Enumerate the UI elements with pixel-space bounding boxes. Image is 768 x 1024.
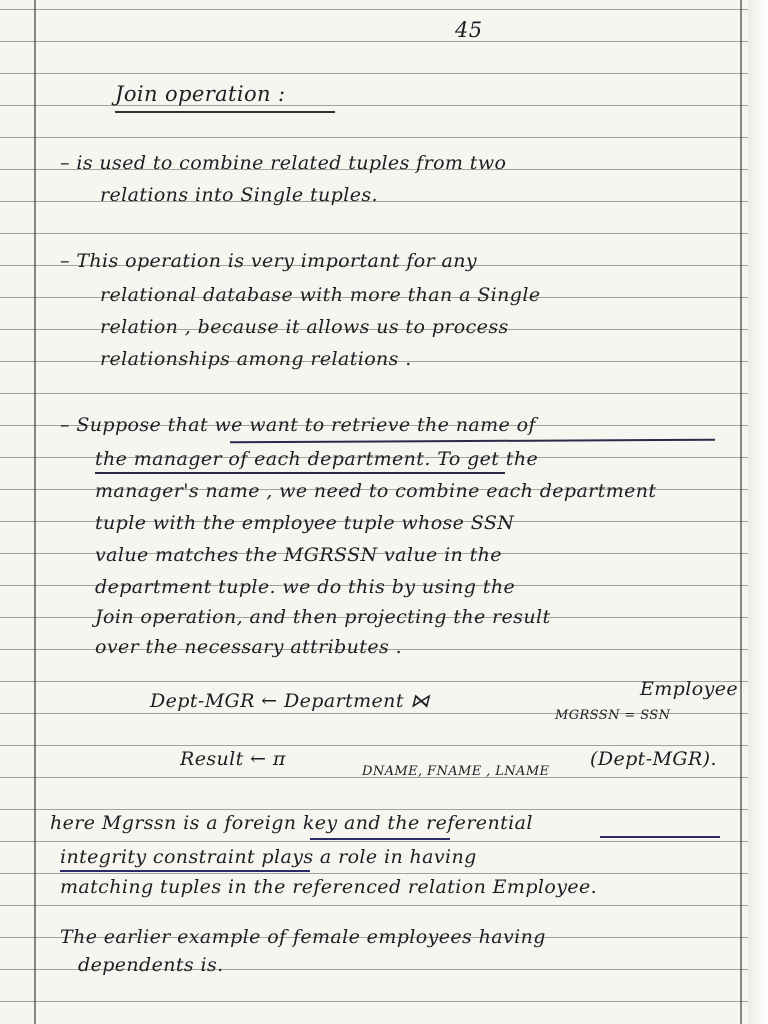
text-line: department tuple. we do this by using the <box>95 576 516 598</box>
page-edge <box>748 0 768 1024</box>
text-line: relation , because it allows us to process <box>100 316 509 338</box>
underline <box>310 838 450 840</box>
underline <box>60 870 310 872</box>
text-line: – is used to combine related tuples from two <box>60 152 507 174</box>
text-line: value matches the MGRSSN value in the <box>95 544 502 566</box>
ending-line: dependents is. <box>78 954 224 976</box>
page-title: Join operation : <box>115 82 286 106</box>
projection-formula-right: (Dept-MGR). <box>590 748 717 770</box>
text-line: – This operation is very important for any <box>60 250 478 272</box>
ending-line: The earlier example of female employees having <box>60 926 546 948</box>
join-formula-right: Employee <box>640 678 738 700</box>
underline <box>230 439 715 443</box>
text-line: the manager of each department. To get the <box>95 448 539 470</box>
projection-attributes-subscript: DNAME, FNAME , LNAME <box>362 764 550 779</box>
text-line: tuple with the employee tuple whose SSN <box>95 512 515 534</box>
page-number: 45 <box>455 18 483 42</box>
text-line: over the necessary attributes . <box>95 636 403 658</box>
note-line: matching tuples in the referenced relation Employee. <box>60 876 598 898</box>
text-line: relational database with more than a Single <box>100 284 541 306</box>
join-formula: Dept-MGR ← Department ⋈ <box>150 690 430 712</box>
text-line: manager's name , we need to combine each department <box>95 480 657 502</box>
text-line: – Suppose that we want to retrieve the name of <box>60 414 536 436</box>
note-line: integrity constraint plays a role in having <box>60 846 477 868</box>
text-line: relations into Single tuples. <box>100 184 378 206</box>
projection-formula: Result ← π <box>180 748 286 770</box>
left-margin-line <box>34 0 36 1024</box>
join-condition-subscript: MGRSSN = SSN <box>555 708 671 723</box>
underline <box>600 836 720 838</box>
text-line: Join operation, and then projecting the result <box>95 606 551 628</box>
note-line: here Mgrssn is a foreign key and the referential <box>50 812 533 834</box>
right-margin-line <box>740 0 742 1024</box>
underline <box>95 472 505 474</box>
text-line: relationships among relations . <box>100 348 412 370</box>
title-underline <box>115 111 335 113</box>
